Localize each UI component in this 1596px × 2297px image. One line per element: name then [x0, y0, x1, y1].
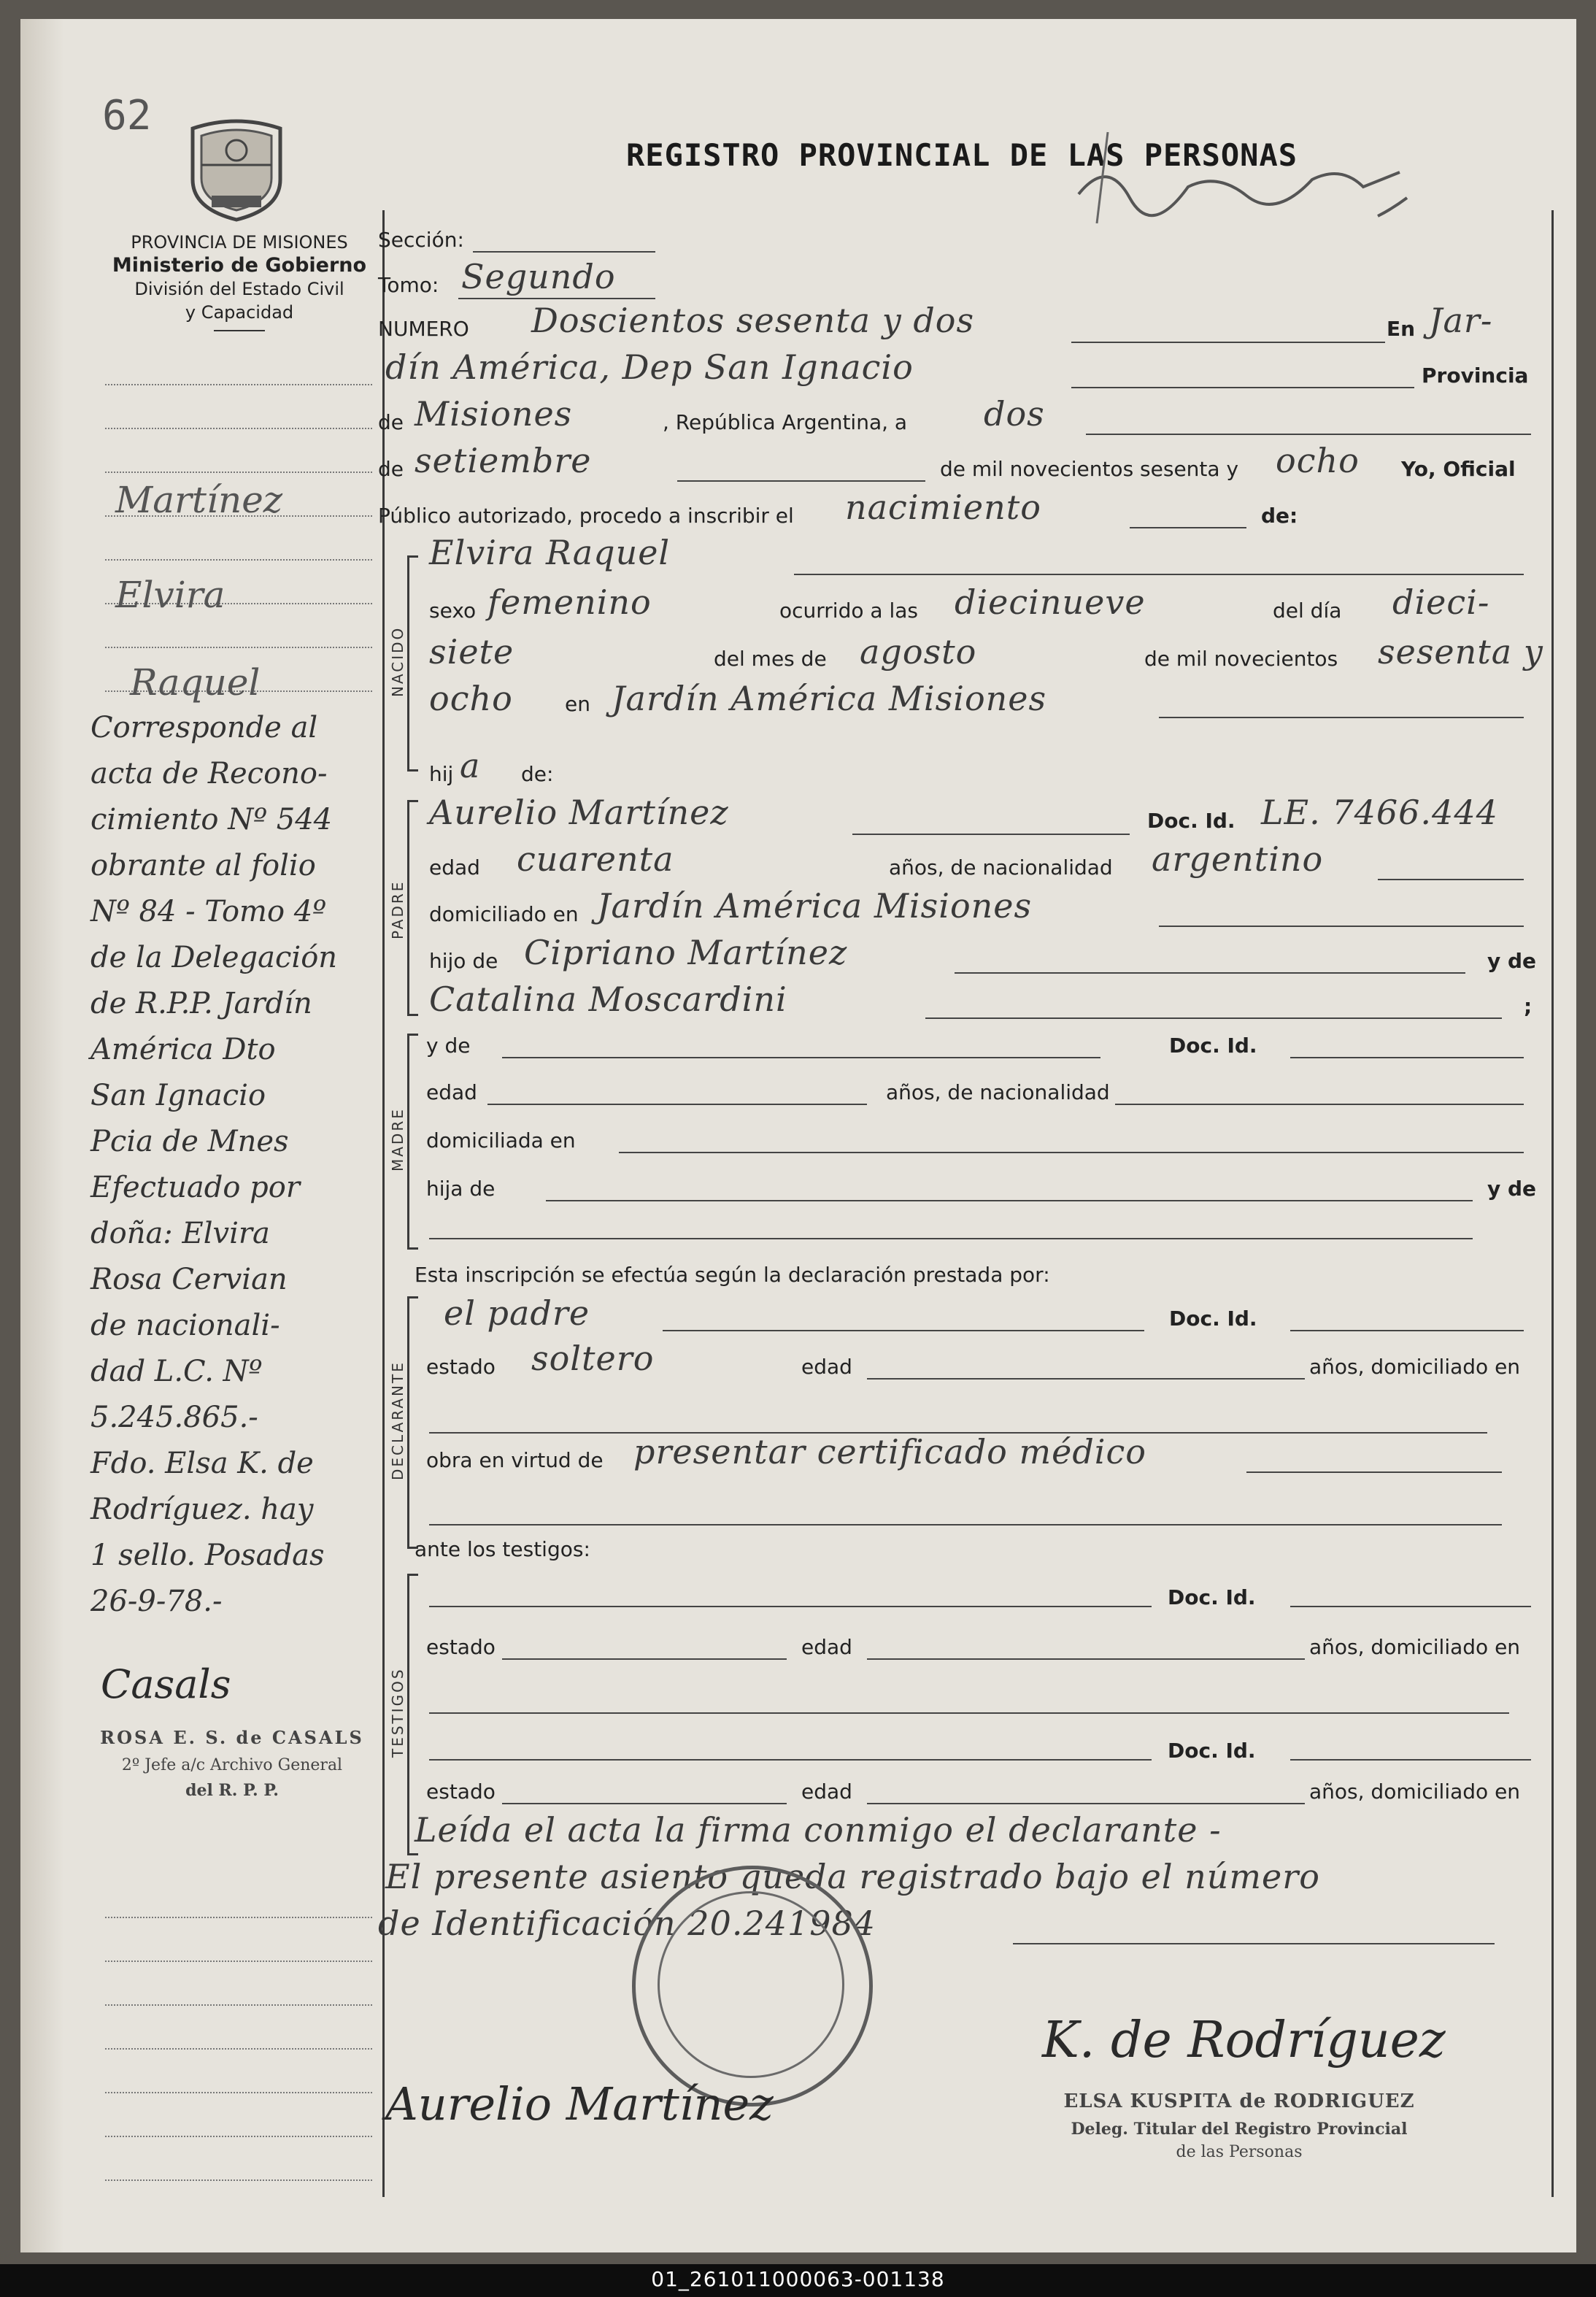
margin-note-line: Pcia de Mnes — [90, 1125, 289, 1158]
field-line-madre-nacionalidad — [1115, 1104, 1524, 1105]
entry-nombre: Elvira Raquel — [429, 533, 671, 572]
signature-declarante: Aurelio Martínez — [385, 2077, 774, 2131]
label-hij: hij — [429, 762, 454, 786]
entry-anio-nac-2: ocho — [429, 679, 513, 718]
margin-second-name: Raquel — [130, 661, 261, 704]
label-m-anos: años, de nacionalidad — [886, 1080, 1110, 1104]
margin-note-line: de la Delegación — [90, 941, 338, 974]
margin-note-line: San Ignacio — [90, 1079, 266, 1112]
label-t2-estado: estado — [426, 1779, 496, 1804]
label-d-estado: estado — [426, 1355, 496, 1379]
margin-line — [105, 559, 372, 561]
margin-note-line: 26-9-78.- — [90, 1585, 223, 1618]
margin-note-line: Efectuado por — [90, 1171, 300, 1204]
label-y-de-padre: y de — [1487, 949, 1537, 973]
label-d-obra: obra en virtud de — [426, 1448, 604, 1472]
entry-acto: nacimiento — [845, 488, 1041, 527]
field-line-obra-2 — [429, 1524, 1502, 1525]
label-en-lugar: en — [565, 692, 590, 716]
page-number: 62 — [102, 92, 152, 139]
entry-obra: presentar certificado médico — [633, 1432, 1146, 1471]
label-de-hij: de: — [521, 762, 554, 786]
oficial-stamp-name: ELSA KUSPITA de RODRIGUEZ — [1063, 2090, 1415, 2112]
label-t1-estado: estado — [426, 1635, 496, 1659]
label-edad-padre: edad — [429, 855, 480, 880]
margin-note-line: 1 sello. Posadas — [90, 1539, 325, 1572]
field-line-declarante — [663, 1330, 1144, 1331]
entry-padre-edad: cuarenta — [517, 839, 674, 879]
label-m-edad: edad — [426, 1080, 477, 1104]
margin-note-line: de R.P.P. Jardín — [90, 987, 312, 1020]
label-m-y-de2: y de — [1487, 1177, 1537, 1201]
label-sexo: sexo — [429, 599, 477, 623]
label-t1-doc-id: Doc. Id. — [1168, 1585, 1256, 1609]
margin-surname: Martínez — [115, 479, 283, 521]
label-de-colon: de: — [1261, 504, 1298, 528]
label-m-hija: hija de — [426, 1177, 496, 1201]
entry-anio-nac-1: sesenta y — [1378, 632, 1543, 672]
field-line-testigo2-edad — [867, 1803, 1305, 1804]
margin-line — [105, 1961, 372, 1962]
margin-line — [105, 1917, 372, 1918]
entry-dia-nac-2: siete — [429, 632, 514, 672]
field-line-testigo1-domicilio — [429, 1712, 1509, 1714]
label-tomo: Tomo: — [378, 273, 439, 297]
label-t1-anos: años, domiciliado en — [1309, 1635, 1521, 1659]
field-line-madre-doc — [1290, 1057, 1524, 1058]
label-del-mes: del mes de — [714, 647, 827, 671]
entry-lugar: Jardín América Misiones — [612, 679, 1047, 718]
margin-line — [105, 428, 372, 429]
label-yo-oficial: Yo, Oficial — [1401, 457, 1516, 481]
page-title: REGISTRO PROVINCIAL DE LAS PERSONAS — [626, 137, 1298, 173]
label-doc-id-padre: Doc. Id. — [1147, 809, 1235, 833]
entry-padre-nombre: Aurelio Martínez — [429, 793, 729, 832]
field-line-madre-edad — [487, 1104, 867, 1105]
field-line-nombre — [794, 574, 1524, 575]
entry-hora: diecinueve — [955, 582, 1146, 622]
entry-sexo: femenino — [487, 582, 652, 622]
label-seccion: Sección: — [378, 228, 464, 252]
form-right-border — [1551, 210, 1554, 2197]
field-line-seccion — [473, 251, 655, 253]
label-m-y-de: y de — [426, 1034, 471, 1058]
margin-note-line: 5.245.865.- — [90, 1401, 258, 1434]
label-t2-edad: edad — [801, 1779, 852, 1804]
margin-note-line: cimiento Nº 544 — [90, 803, 333, 836]
corner-signature-scrawl — [1064, 128, 1414, 238]
oficial-stamp-office: de las Personas — [1176, 2143, 1303, 2161]
margin-stamp-role: 2º Jefe a/c Archivo General — [121, 1756, 343, 1774]
margin-note-line: doña: Elvira — [90, 1217, 270, 1250]
field-line-declarante-edad — [867, 1378, 1305, 1380]
field-line-testigo1-edad — [867, 1658, 1305, 1660]
provincial-crest-icon — [185, 114, 288, 223]
margin-line — [105, 472, 372, 473]
field-line-abuelo — [955, 972, 1465, 974]
field-line-numero — [1071, 342, 1385, 343]
field-line-closing — [1013, 1943, 1495, 1944]
label-de-mes: de — [378, 457, 404, 481]
margin-line — [105, 2136, 372, 2137]
field-line-lugar — [1159, 717, 1524, 718]
entry-en-part2: dín América, Dep San Ignacio — [385, 347, 914, 387]
entry-provincia: Misiones — [415, 394, 573, 434]
entry-numero: Doscientos sesenta y dos — [531, 301, 975, 340]
label-ante: ante los testigos: — [415, 1537, 590, 1561]
field-line-testigo1 — [429, 1606, 1152, 1607]
field-line-testigo2-estado — [502, 1803, 787, 1804]
margin-line — [105, 2179, 372, 2181]
margin-line — [105, 2048, 372, 2050]
entry-mes: setiembre — [415, 441, 592, 480]
label-t2-doc-id: Doc. Id. — [1168, 1739, 1256, 1763]
margin-note-line: Corresponde al — [90, 711, 318, 744]
closing-note-3: de Identificación 20.241984 — [378, 1904, 876, 1943]
margin-note-line: acta de Recono- — [90, 757, 328, 790]
ministry-name: Ministerio de Gobierno — [112, 254, 367, 277]
margin-note-line: Fdo. Elsa K. de — [90, 1447, 314, 1480]
field-line-nacionalidad — [1378, 879, 1524, 880]
label-d-edad: edad — [801, 1355, 852, 1379]
label-de-mil: de mil novecientos sesenta y — [940, 457, 1239, 481]
label-en: En — [1387, 317, 1416, 341]
margin-note-line: Rosa Cervian — [90, 1263, 288, 1296]
margin-note-line: América Dto — [90, 1033, 276, 1066]
entry-en-part1: Jar- — [1429, 301, 1493, 340]
section-label-declarante: DECLARANTE — [389, 1361, 406, 1480]
closing-note-2: El presente asiento queda registrado bajo el número — [385, 1857, 1320, 1896]
margin-note-line: dad L.C. Nº — [90, 1355, 263, 1388]
entry-tomo: Segundo — [461, 257, 616, 296]
label-ocurrido: ocurrido a las — [779, 599, 918, 623]
field-line-obra — [1246, 1471, 1502, 1473]
entry-padre-doc: LE. 7466.444 — [1261, 793, 1498, 832]
label-semicolon: ; — [1524, 994, 1533, 1018]
margin-note-line: obrante al folio — [90, 849, 316, 882]
entry-abuela: Catalina Moscardini — [429, 980, 787, 1019]
ministry-header — [93, 231, 385, 331]
entry-anio: ocho — [1276, 441, 1360, 480]
label-t2-anos: años, domiciliado en — [1309, 1779, 1521, 1804]
label-hijo-de: hijo de — [429, 949, 498, 973]
field-line-madre-nombre — [502, 1057, 1100, 1058]
field-line-en — [1071, 387, 1414, 388]
field-line-declarante-doc — [1290, 1330, 1524, 1331]
label-t1-edad: edad — [801, 1635, 852, 1659]
entry-declarante-estado: soltero — [531, 1339, 655, 1378]
field-line-madre-hija — [546, 1200, 1473, 1201]
section-label-madre: MADRE — [389, 1107, 406, 1171]
label-domiciliado-padre: domiciliado en — [429, 902, 579, 926]
label-d-doc-id: Doc. Id. — [1169, 1307, 1257, 1331]
footer-caption: 01_261011000063-001138 — [651, 2267, 945, 2291]
entry-dia-nac-1: dieci- — [1392, 582, 1490, 622]
margin-note-line: Rodríguez. hay — [90, 1493, 314, 1526]
ministry-division: División del Estado Civil — [134, 279, 344, 299]
section-label-nacido: NACIDO — [389, 626, 406, 697]
entry-hij-suffix: a — [460, 746, 481, 785]
margin-signature: Casals — [101, 1661, 231, 1707]
label-numero: NUMERO — [378, 317, 469, 341]
field-line-testigo2-doc — [1290, 1759, 1531, 1761]
entry-padre-nacionalidad: argentino — [1152, 839, 1324, 879]
margin-first-name: Elvira — [115, 574, 225, 616]
section-label-testigos: TESTIGOS — [389, 1667, 406, 1758]
label-provincia: Provincia — [1422, 363, 1529, 388]
margin-stamp-name: ROSA E. S. de CASALS — [100, 1727, 364, 1748]
official-round-seal — [632, 1866, 873, 2106]
margin-line — [105, 647, 372, 648]
label-publico: Público autorizado, procedo a inscribir el — [378, 504, 794, 528]
ministry-rule — [214, 330, 265, 331]
field-line-tomo — [458, 298, 655, 299]
margin-note-line: de nacionali- — [90, 1309, 280, 1342]
field-line-testigo1-doc — [1290, 1606, 1531, 1607]
field-line-testigo2 — [429, 1759, 1152, 1761]
entry-mes-nac: agosto — [860, 632, 977, 672]
label-anos-nac-padre: años, de nacionalidad — [889, 855, 1113, 880]
field-line-domicilio-padre — [1159, 926, 1524, 927]
field-line-mes — [677, 480, 925, 482]
ministry-capacity: y Capacidad — [185, 302, 294, 323]
document-page — [20, 19, 1576, 2252]
entry-dia: dos — [984, 394, 1045, 434]
margin-line — [105, 384, 372, 385]
label-inscripcion: Esta inscripción se efectúa según la declaración prestada por: — [415, 1263, 1050, 1287]
signature-oficial: K. de Rodríguez — [1042, 2012, 1446, 2069]
label-del-dia: del día — [1273, 599, 1342, 623]
field-line-madre-padres — [429, 1238, 1473, 1239]
margin-stamp-office: del R. P. P. — [185, 1781, 279, 1800]
ministry-province: PROVINCIA DE MISIONES — [131, 232, 348, 253]
section-label-padre: PADRE — [389, 880, 406, 939]
field-line-acto — [1130, 527, 1246, 528]
margin-line — [105, 2004, 372, 2006]
label-m-domiciliada: domiciliada en — [426, 1128, 576, 1153]
margin-note-line: Nº 84 - Tomo 4º — [90, 895, 327, 928]
field-line-dia — [1086, 434, 1531, 435]
field-line-testigo1-estado — [502, 1658, 787, 1660]
field-line-padre — [852, 834, 1130, 835]
field-line-abuela — [925, 1017, 1502, 1019]
entry-padre-domicilio: Jardín América Misiones — [597, 886, 1033, 926]
entry-declarante: el padre — [444, 1293, 590, 1333]
margin-line — [105, 2092, 372, 2093]
margin-annotation — [90, 705, 382, 1625]
entry-abuelo: Cipriano Martínez — [524, 933, 848, 972]
field-line-madre-domicilio — [619, 1152, 1524, 1153]
label-d-anos: años, domiciliado en — [1309, 1355, 1521, 1379]
label-m-doc-id: Doc. Id. — [1169, 1034, 1257, 1058]
label-republica: , República Argentina, a — [663, 410, 908, 434]
label-de-provincia: de — [378, 410, 404, 434]
oficial-stamp-role: Deleg. Titular del Registro Provincial — [1071, 2120, 1408, 2139]
closing-note-1: Leída el acta la firma conmigo el declarante - — [415, 1810, 1222, 1850]
label-de-mil-nov: de mil novecientos — [1144, 647, 1338, 671]
